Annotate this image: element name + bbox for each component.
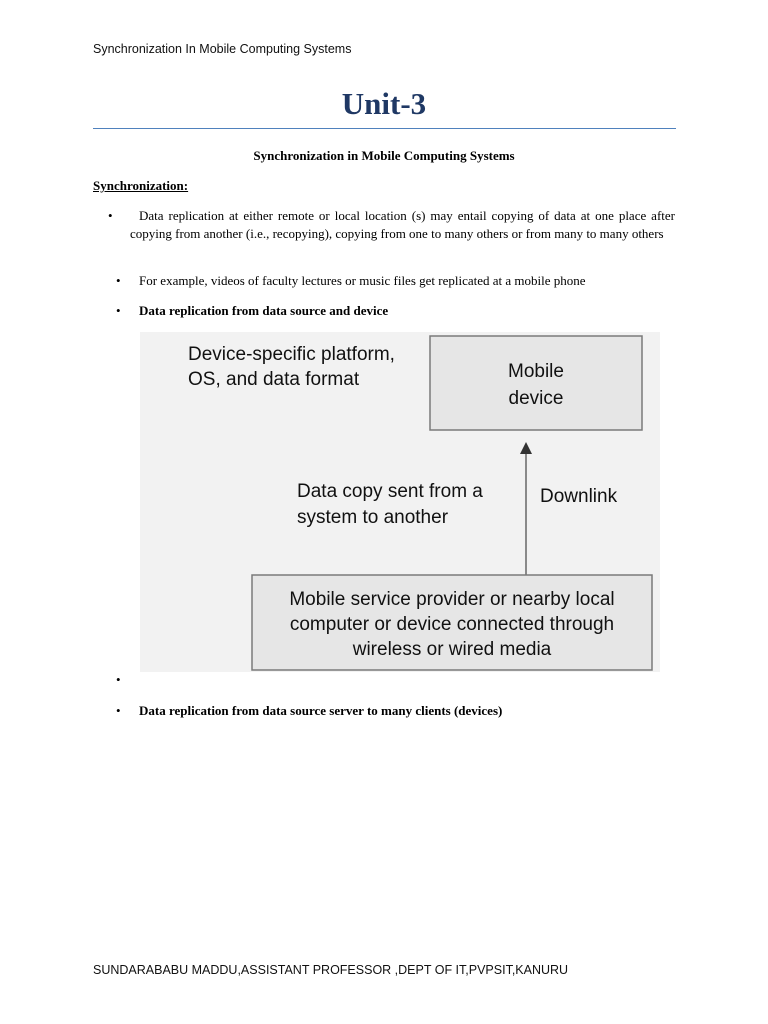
page-footer: SUNDARABABU MADDU,ASSISTANT PROFESSOR ,DEPT OF IT,PVPSIT,KANURU <box>93 963 569 977</box>
platform-label-line-2: OS, and data format <box>188 369 360 390</box>
bullet-text: For example, videos of faculty lectures or music files get replicated at a mobile phone <box>139 273 586 288</box>
bullet-text: Data replication from data source and device <box>139 303 389 318</box>
replication-diagram-svg <box>140 332 660 672</box>
copy-label-line-1: Data copy sent from a <box>297 481 483 502</box>
bullet-glyph: • <box>116 273 121 288</box>
bullet-text: Data replication from data source server to many clients (devices) <box>139 703 503 718</box>
replication-diagram <box>140 332 660 672</box>
bullet-text: Data replication at either remote or local location (s) may entail copying of data at one place after copying from another (i.e., recopying), copying from one to many others or from many to many others <box>130 208 675 241</box>
service-provider-label-line-1: Mobile service provider or nearby local <box>289 589 615 610</box>
running-header: Synchronization In Mobile Computing Systems <box>93 42 352 56</box>
downlink-label: Downlink <box>540 486 618 507</box>
service-provider-label-line-3: wireless or wired media <box>352 639 552 660</box>
document-subtitle: Synchronization in Mobile Computing Systems <box>253 148 515 163</box>
platform-label-line-1: Device-specific platform, <box>188 344 395 365</box>
section-heading: Synchronization: <box>93 178 189 193</box>
bullet-glyph: • <box>116 303 121 318</box>
service-provider-label-line-2: computer or device connected through <box>289 614 615 635</box>
mobile-device-label-line-1: Mobile <box>508 361 564 382</box>
bullet-glyph: • <box>116 703 121 718</box>
unit-title: Unit-3 <box>341 86 427 121</box>
copy-label-line-2: system to another <box>297 507 449 528</box>
bullet-glyph: • <box>108 208 113 223</box>
bullet-glyph: • <box>116 672 121 687</box>
title-divider <box>93 128 676 129</box>
mobile-device-box <box>430 336 642 430</box>
mobile-device-label-line-2: device <box>508 388 564 409</box>
